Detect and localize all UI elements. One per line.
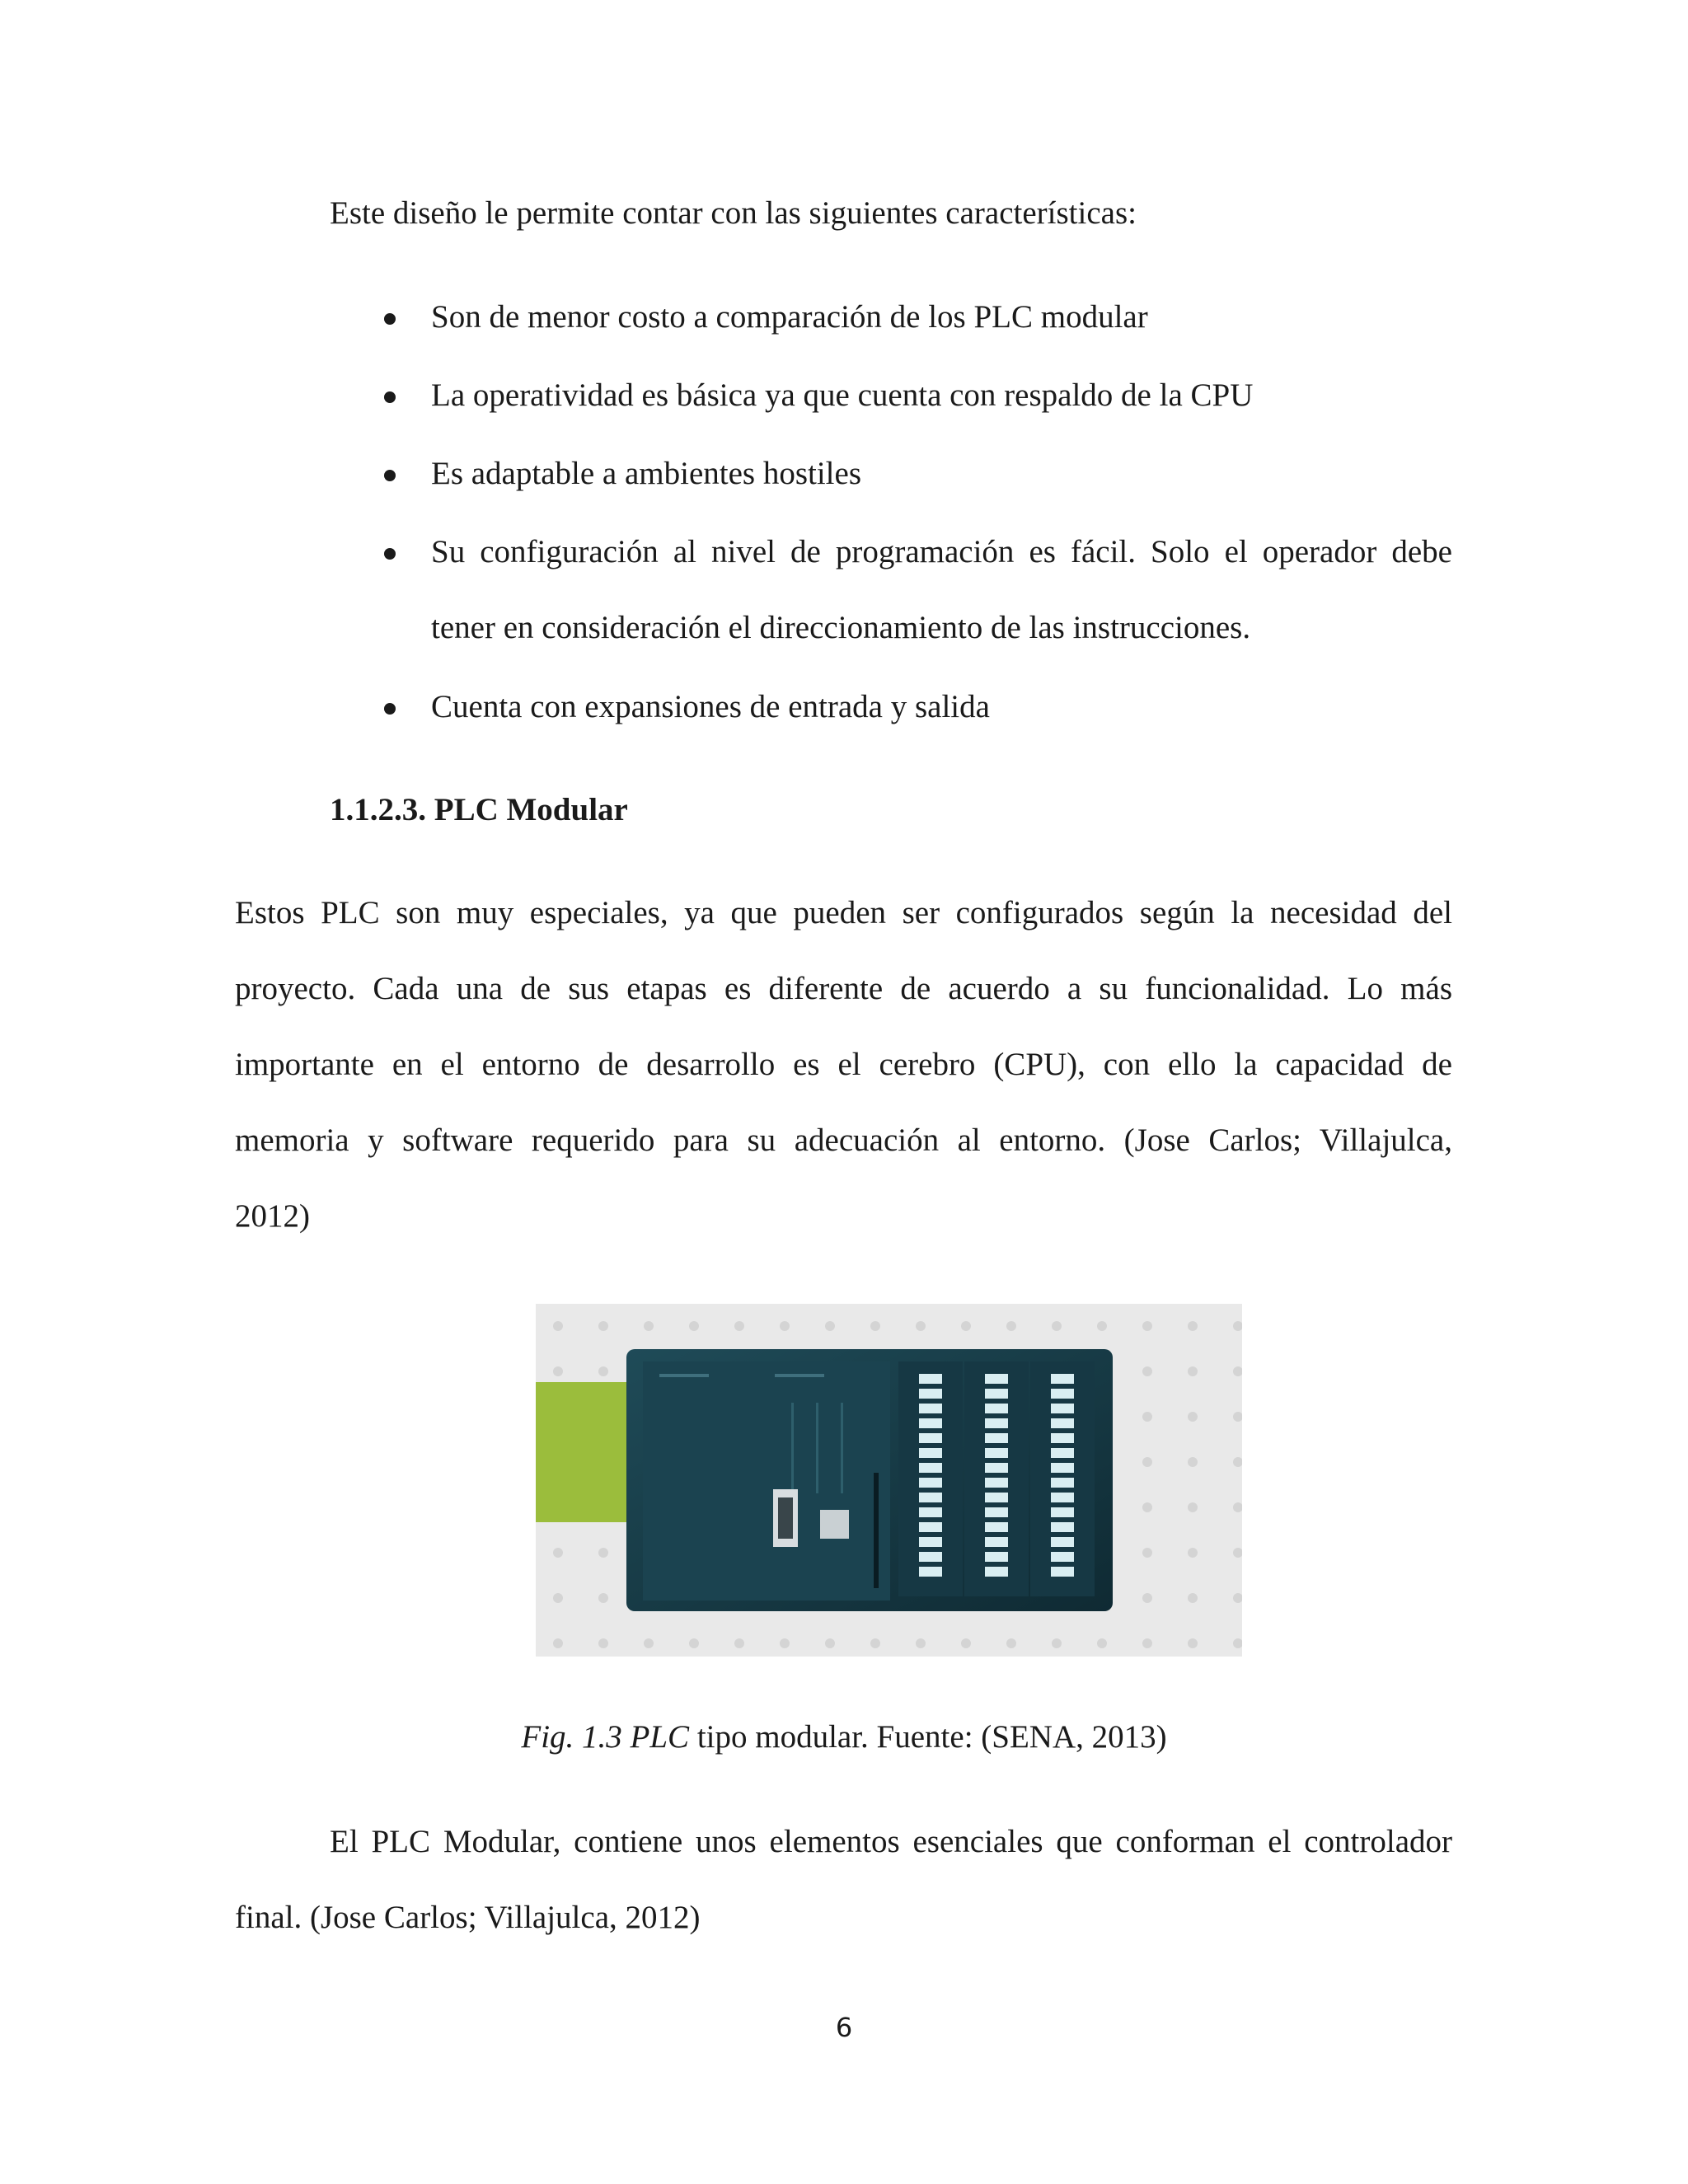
bullet-dot (384, 703, 396, 715)
paragraph-line: memoria y software requerido para su adecuación al entorno. (Jose Carlos; Villajulca, (235, 1122, 1452, 1158)
bullet-dot (384, 391, 396, 403)
io-led (1051, 1418, 1074, 1428)
paragraph-line: Estos PLC son muy especiales, ya que pueden ser configurados según la necesidad del (235, 895, 1452, 930)
caption-text: tipo modular. Fuente: (SENA, 2013) (689, 1719, 1167, 1755)
io-led (985, 1448, 1008, 1458)
io-led (985, 1374, 1008, 1384)
io-led (919, 1448, 942, 1458)
plc-cpu-panel (643, 1361, 890, 1601)
bullet-dot (384, 548, 396, 560)
io-led (985, 1537, 1008, 1547)
io-led (1051, 1552, 1074, 1562)
io-led (919, 1552, 942, 1562)
io-led (985, 1433, 1008, 1443)
io-led (919, 1433, 942, 1443)
io-led (1051, 1493, 1074, 1502)
io-led (985, 1493, 1008, 1502)
io-led (1051, 1463, 1074, 1473)
paragraph-line: final. (Jose Carlos; Villajulca, 2012) (235, 1900, 701, 1935)
io-led (1051, 1537, 1074, 1547)
io-led (919, 1374, 942, 1384)
io-led (985, 1389, 1008, 1399)
io-led (985, 1478, 1008, 1488)
io-led (1051, 1478, 1074, 1488)
io-led (1051, 1567, 1074, 1577)
plc-figure-image (536, 1304, 1242, 1657)
page-number: 6 (835, 2012, 853, 2043)
io-led (919, 1418, 942, 1428)
io-led (1051, 1404, 1074, 1413)
io-led (1051, 1389, 1074, 1399)
io-led (1051, 1507, 1074, 1517)
io-led (985, 1522, 1008, 1532)
paragraph-line: proyecto. Cada una de sus etapas es diferente de acuerdo a su funcionalidad. Lo más (235, 971, 1452, 1006)
caption-italic: Fig. 1.3 PLC (521, 1719, 690, 1755)
io-led (919, 1463, 942, 1473)
io-led (919, 1478, 942, 1488)
intro-text: Este diseño le permite contar con las siguientes características: (330, 195, 1137, 231)
paragraph-line: 2012) (235, 1198, 310, 1234)
io-led (919, 1493, 942, 1502)
figure-caption (0, 1718, 1688, 1757)
io-led (1051, 1522, 1074, 1532)
io-led (919, 1389, 942, 1399)
io-led (1051, 1448, 1074, 1458)
io-led (985, 1404, 1008, 1413)
io-led (985, 1418, 1008, 1428)
io-led (1051, 1374, 1074, 1384)
bullet-dot (384, 313, 396, 325)
io-led (919, 1404, 942, 1413)
list-item: Son de menor costo a comparación de los PLC modular (431, 299, 1148, 335)
io-led (985, 1567, 1008, 1577)
io-led (1051, 1433, 1074, 1443)
list-item: La operatividad es básica ya que cuenta con respaldo de la CPU (431, 377, 1254, 413)
io-led (985, 1552, 1008, 1562)
paragraph-line: El PLC Modular, contiene unos elementos esenciales que conforman el controlador (330, 1824, 1452, 1859)
io-led (985, 1463, 1008, 1473)
io-led (919, 1522, 942, 1532)
paragraph-line: importante en el entorno de desarrollo es el cerebro (CPU), con ello la capacidad de (235, 1047, 1452, 1082)
io-led (919, 1507, 942, 1517)
cpu-key-slot (820, 1510, 849, 1539)
list-item-continuation: tener en consideración el direccionamiento de las instrucciones. (431, 610, 1251, 645)
bullet-dot (384, 470, 396, 481)
io-led (919, 1537, 942, 1547)
list-item: Cuenta con expansiones de entrada y salida (431, 689, 990, 724)
list-item: Su configuración al nivel de programación es fácil. Solo el operador debe (431, 534, 1452, 569)
io-led (985, 1507, 1008, 1517)
section-heading: 1.1.2.3. PLC Modular (330, 792, 628, 827)
io-led (919, 1567, 942, 1577)
list-item: Es adaptable a ambientes hostiles (431, 456, 862, 491)
plc-modular-illustration (536, 1304, 1242, 1657)
